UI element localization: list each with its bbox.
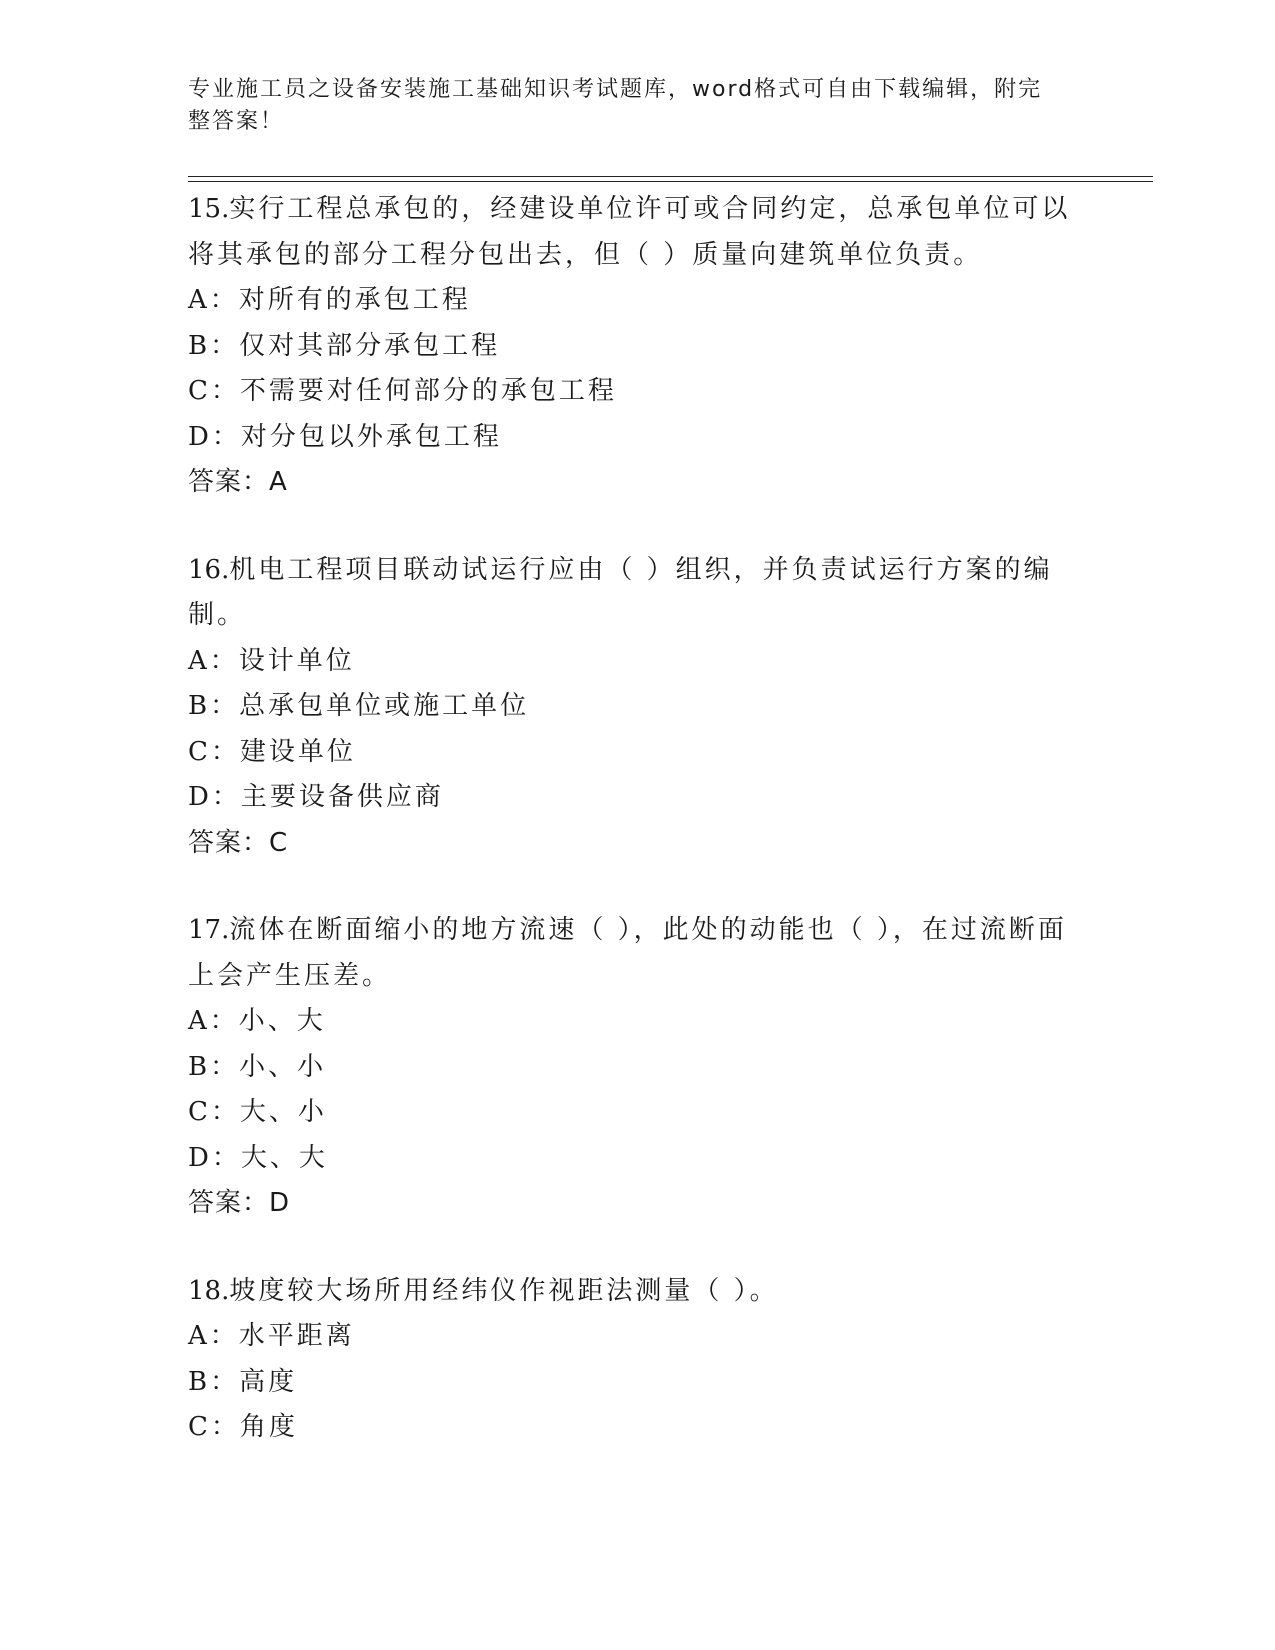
option-c: C：角度: [188, 1412, 298, 1442]
question-16: [188, 548, 1088, 867]
header-divider-bottom: [188, 181, 1153, 182]
answer-label: 答案：C: [188, 827, 289, 858]
question-17: [188, 908, 1088, 1227]
answer-label: 答案：A: [188, 467, 288, 497]
question-18: [188, 1269, 1088, 1451]
question-number: 18.: [188, 1275, 230, 1306]
document-header: [188, 74, 1068, 138]
question-stem: [188, 1269, 1088, 1315]
question-list: [188, 187, 1088, 1493]
question-15: [188, 187, 1088, 506]
option-b: B：仅对其部分承包工程: [188, 330, 501, 361]
option-b: B：总承包单位或施工单位: [188, 691, 530, 721]
option-a: A：小、大: [188, 1006, 326, 1036]
option-a: A：水平距离: [188, 1321, 355, 1351]
option-d: D：主要设备供应商: [188, 782, 444, 812]
option-c: C：不需要对任何部分的承包工程: [188, 376, 617, 406]
question-text: 坡度较大场所用经纬仪作视距法测量（ ）。: [229, 1275, 779, 1306]
option-b: B：高度: [188, 1366, 298, 1397]
question-stem: [188, 908, 1088, 999]
question-stem: [188, 187, 1088, 278]
option-a: A：设计单位: [188, 645, 355, 676]
header-title-line1: 专业施工员之设备安装施工基础知识考试题库，word格式可自由下载编辑，附完: [188, 77, 1043, 102]
question-text: 实行工程总承包的，经建设单位许可或合同约定，总承包单位可以将其承包的部分工程分包出去，但（ ）质量向建筑单位负责。: [188, 194, 1071, 270]
option-a: A：对所有的承包工程: [188, 285, 471, 315]
option-d: D：对分包以外承包工程: [188, 421, 502, 452]
answer-label: 答案：D: [188, 1188, 291, 1218]
option-d: D：大、大: [188, 1142, 328, 1173]
header-title-line2: 整答案！: [188, 109, 285, 134]
option-c: C：大、小: [188, 1097, 327, 1127]
question-stem: [188, 548, 1088, 639]
question-number: 16.: [188, 554, 230, 585]
question-number: 17.: [188, 915, 230, 945]
option-c: C：建设单位: [188, 736, 356, 767]
option-b: B：小、小: [188, 1051, 327, 1082]
question-text: 机电工程项目联动试运行应由（ ）组织，并负责试运行方案的编制。: [188, 554, 1053, 630]
question-number: 15.: [188, 194, 230, 224]
question-text: 流体在断面缩小的地方流速（ ），此处的动能也（ ），在过流断面上会产生压差。: [188, 915, 1067, 991]
header-divider-top: [188, 176, 1153, 177]
